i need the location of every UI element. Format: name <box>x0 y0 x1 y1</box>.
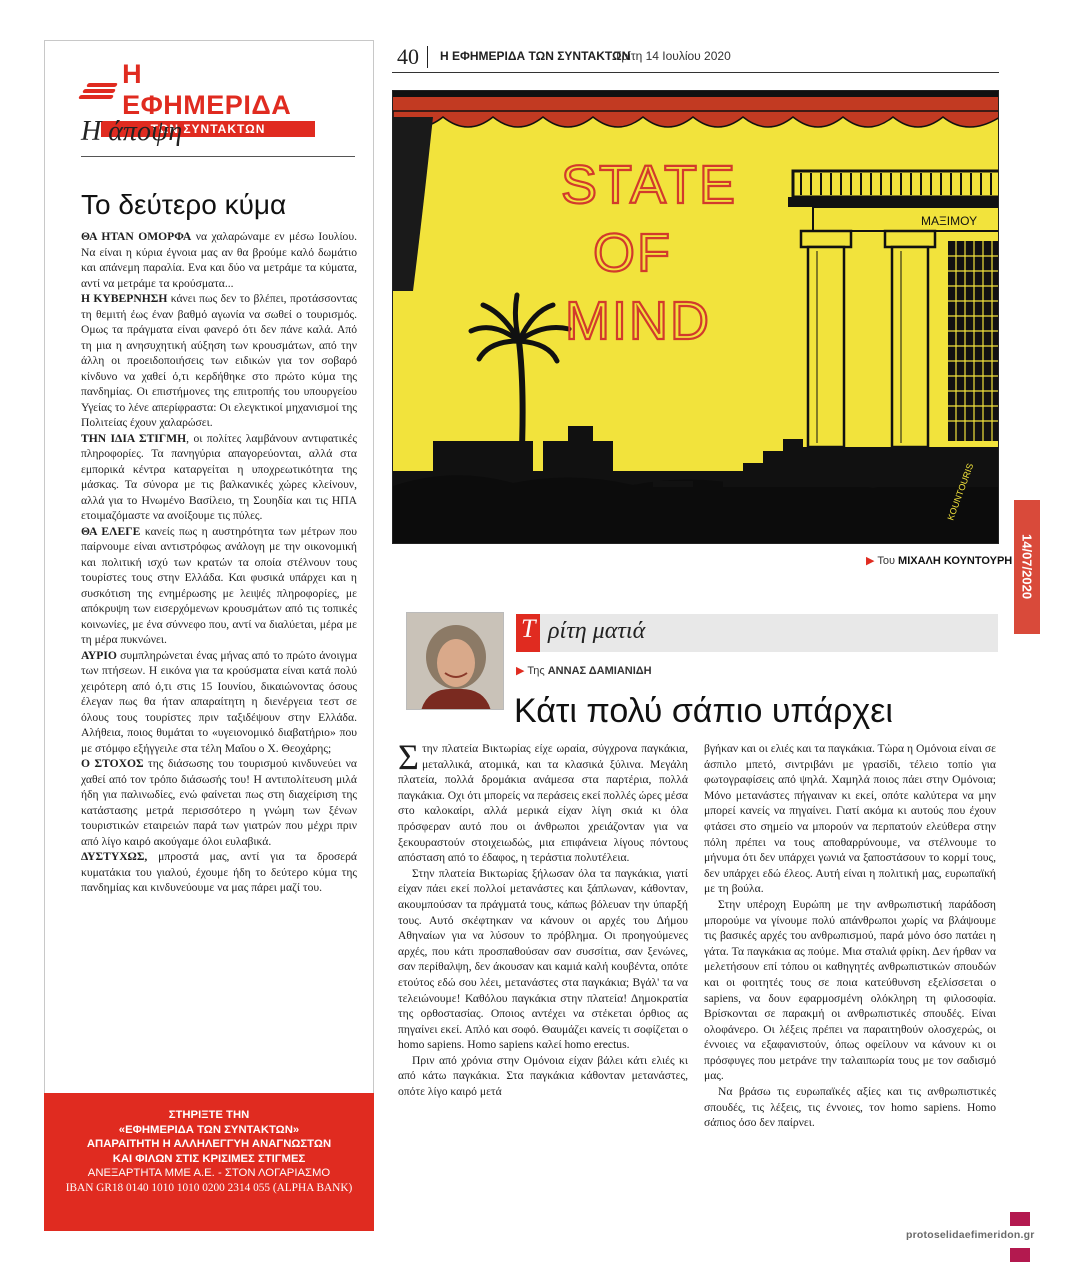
magenta-marker <box>1010 1212 1030 1226</box>
paragraph-lead: ΔΥΣΤΥΧΩΣ, <box>81 850 148 863</box>
author-photo <box>406 612 504 710</box>
triangle-bullet-icon: ▶ <box>866 555 875 567</box>
article-paragraph: Στην υπέροχη Ευρώπη με την ανθρωπιστική παράδοση μπορούμε να γίνουμε πολύ απάνθρωποι χωρίς να βλάψουμε τις βασικές αρχές του ανθρωπισμού, παρά μόνο όσο πατάει η γάτα. Τα παγκάκια ας πούμε. Μια σταλιά φρίκη. Δεν ήρθαν να μελετήσουν επί τόπου οι καθηγητές ανθρωπιστικών σπουδών και οι φοιτητές τους σε ποια κατεύθυνση εξελίσσεται ο sapiens, να δουν εφαρμοσμένη ολόκληρη τη φιλοσοφία. Βρίσκονται σε παρακμή οι ανθρωπιστικές σπουδές. Είναι ολοφάνερο. Οι λέξεις πρέπει να παραιτηθούν ολοσχερώς, οι έννοιες να εξαφανιστούν, όπως οφείλουν να κάνουν κι οι πρόσφυγες που μετράνε την ταλαιπωρία τους με τον σαδισμό μας. <box>704 897 996 1083</box>
left-paragraph <box>81 229 357 291</box>
header-paper-name: Η ΕΦΗΜΕΡΙΔΑ ΤΩΝ ΣΥΝΤΑΚΤΩΝ <box>440 49 631 63</box>
cartoon-caption-line: MIND <box>565 291 711 351</box>
paragraph-text: της διάσωσης του τουρισμού κινδυνεύει να χαθεί από τον τρόπο διάσωσής του! Η αντιπολίτευση μιλά ήδη για παλινωδίες, ενώ φαίνεται πως στη διαχείριση της κατάστασης μετρά περισσότερο η γνώμη των ξένων τουριστικών εταιρειών παρά των γιατρών που μέχρι πριν από λίγο καιρό ακούγαμε όλοι ευλαβικά. <box>81 757 357 848</box>
paragraph-text: να χαλαρώναμε εν μέσω Ιουλίου. Να είναι η κύρια έγνοια μας αν θα βρούμε καλό δωμάτιο και απάνεμη παραλία. Ενα και δύο να μετράμε τα κύματα, αντί να μετράμε τα κρούσματα... <box>81 230 357 290</box>
editorial-cartoon <box>392 90 999 544</box>
left-paragraph <box>81 524 357 648</box>
support-line: ΚΑΙ ΦΙΛΩΝ ΣΤΙΣ ΚΡΙΣΙΜΕΣ ΣΤΙΓΜΕΣ <box>112 1152 306 1165</box>
building-label: ΜΑΞΙΜΟΥ <box>921 214 978 228</box>
byline-name: ΑΝΝΑΣ ΔΑΜΙΑΝΙΔΗ <box>547 665 652 677</box>
paragraph-text: κάνει πως δεν το βλέπει, προτάσσοντας τη θεμιτή έως έναν βαθμό αγωνία να σωθεί ο τουρισμός. Ομως τα πράγματα είναι φανερό ότι δεν πάνε καλά. Από τη μια η ανησυχητική αύξηση των κρουσμάτων, από την άλλη οι προειδοποιήσεις των ειδικών για τον σοβαρό κίνδυνο να χαθεί ό,τι κερδήθηκε στο πρώτο κύμα της πανδημίας. Οι επιστήμονες της επιτροπής του υπουργείου Υγείας το λένε απερίφραστα: Οι ελεγκτικοί μηχανισμοί της Πολιτείας έχουν χαλαρώσει. <box>81 292 358 429</box>
header-date: Τρίτη 14 Ιουλίου 2020 <box>614 49 731 63</box>
left-paragraph <box>81 756 357 849</box>
header-rule <box>392 72 999 73</box>
column-initial-letter: Τ <box>521 614 536 643</box>
article-paragraph <box>398 737 688 866</box>
article-paragraph: βγήκαν και οι ελιές και τα παγκάκια. Τώρα η Ομόνοια είναι σε άσπιλο μπετό, σιντριβάνι με γρασίδι, τέλειο τοπίο για φωτογραφίσεις από ψηλά. Χαμηλά ποιος πάει στην Ομόνοια; Μόνο μετανάστες πήγαιναν κι εκεί, οπότε καλύτερα να μην μπορεί κανείς να πηγαίνει. Γιατί ακόμα κι αυτούς που έχουν φτάσει στο σημείο να μπορούν να περπατούν ελεύθερα στην πόλη πρέπει να τους αποθαρρύνουμε, να στέλνουμε το μήνυμα ότι δεν υπάρχει γωνιά να ξαποστάσουν το κορμί τους, δεν υπάρχει εδώ έλεος. Αυτή είναι η πολιτική μας, ευρωπαϊκή με τη βούλα. <box>704 742 996 896</box>
paragraph-lead: ΑΥΡΙΟ <box>81 648 117 662</box>
cartoon-illustration <box>393 91 999 544</box>
cartoon-caption-line: STATE <box>561 155 738 215</box>
byline-prefix: Της <box>527 665 545 677</box>
page-number: 40 <box>397 44 419 69</box>
paragraph-lead: ΤΗΝ ΙΔΙΑ ΣΤΙΓΜΗ <box>81 431 187 445</box>
logo-subtitle: ΤΩΝ ΣΥΝΤΑΚΤΩΝ <box>101 121 315 137</box>
support-line: ΣΤΗΡΙΞΤΕ ΤΗΝ <box>168 1109 250 1121</box>
left-article-body <box>81 229 357 896</box>
paragraph-lead: Η ΚΥΒΕΡΝΗΣΗ <box>81 292 168 305</box>
paragraph-text: Πριν από χρόνια στην Ομόνοια είχαν βάλει κάτι ελιές κι από κάτω παγκάκια. Στα παγκάκια κάθονταν μετανάστες, οπότε λίγο καιρό μετά <box>398 1053 688 1099</box>
cartoon-signature: KOUNTOURIS <box>945 462 976 522</box>
paragraph-lead: ΘΑ ΕΛΕΓΕ <box>81 524 141 538</box>
paragraph-lead: ΘΑ ΗΤΑΝ ΟΜΟΡΦΑ <box>81 230 192 243</box>
drop-cap: Σ <box>398 737 419 777</box>
support-line: ΑΠΑΡΑΙΤΗΤΗ Η ΑΛΛΗΛΕΓΓΥΗ ΑΝΑΓΝΩΣΤΩΝ <box>86 1138 332 1150</box>
site-watermark: protoselidaefimeridon.gr <box>906 1229 1035 1241</box>
left-paragraph <box>81 849 357 896</box>
paragraph-text: , οι πολίτες λαμβάνουν αντιφατικές πληροφορίες. Τα πανηγύρια απαγορεύονται, αλλά στα εμπορικά κέντρα καταργείται η υποχρεωτικότητα της μάσκας. Τα σύνορα με τις βαλκανικές χώρες κλείνουν, αλλά για το Ηνωμένο Βασίλειο, τη Σουηδία και τις ΗΠΑ ετοιμαζόμαστε να ανοίξουμε τις πύλες. <box>81 431 358 522</box>
cartoon-credit <box>866 554 1012 567</box>
article-paragraph <box>398 1053 688 1100</box>
kicker-divider <box>81 156 355 157</box>
logo-title: Η ΕΦΗΜΕΡΙΔΑ <box>122 59 292 120</box>
left-paragraph <box>81 648 357 757</box>
paragraph-text: μπροστά μας, αντί για τα δροσερά κυματάκια του γιαλού, έχουμε ήδη το δεύτερο κύμα της πανδημίας και κινδυνεύουμε να μας πάρει μαζί του. <box>81 850 357 894</box>
paragraph-text: την πλατεία Βικτωρίας είχε ωραία, σύγχρονα παγκάκια, μεταλλικά, ατομικά, και τα κλασικά ξύλινα. Μεγάλη πλατεία, πολλά δρομάκια ανάμεσα στα παρτέρια, πολλά παγκάκια. Οχι ότι μπορείς να περάσεις εκεί πολλές ώρες μέσα στο καλοκαίρι, αλλά μερικά είχαν λίγη σκιά κι όλα πρόσφεραν αυτό που οι άνθρωποι χρειάζονταν για να ξεκουραστούν στοιχειωδώς, μια επιφάνεια λίγους πόντους απόσταση από το έδαφος, η τεράστια πολυτέλεια. <box>398 742 688 865</box>
right-byline <box>516 664 652 677</box>
article-paragraph: Να βράσω τις ευρωπαϊκές αξίες και τις ανθρωπιστικές σπουδές, τις λέξεις, τις έννοιες, τον homo sapiens. Homo σάπιος όσο δεν παίρνει. <box>704 1085 996 1130</box>
paragraph-text: συμπληρώνεται ένας μήνας από το πρώτο άνοιγμα των πτήσεων. Η εικόνα για τα κρούσματα είναι κατά πολύ χειρότερη από ό,τι στις 15 Ιουνίου, δικαιώνοντας όσους έλεγαν πως θα ήταν απαραίτητη η διενέργεια τεστ σε όλους τους τουρίστες πριν ταξιδέψουν στην Ελλάδα. Αλήθεια, ποιος θυμάται το «υγειονομικό διαβατήριο» που με στόμφο εξήγγειλε στα τέλη Μαΐου ο Χ. Θεοχάρης; <box>81 648 357 755</box>
magenta-marker <box>1010 1248 1030 1262</box>
column-name: ρίτη ματιά <box>548 618 646 644</box>
right-article-column-2 <box>704 741 996 1131</box>
section-kicker: Η άποψη <box>81 116 183 147</box>
credit-name: ΜΙΧΑΛΗ ΚΟΥΝΤΟΥΡΗ <box>898 555 1013 567</box>
left-paragraph <box>81 291 357 431</box>
triangle-bullet-icon: ▶ <box>516 665 525 677</box>
credit-prefix: Του <box>877 555 895 567</box>
right-article-column-1 <box>398 737 688 1100</box>
support-account-line: ΑΝΕΞΑΡΤΗΤΑ ΜΜΕ Α.Ε. - ΣΤΟΝ ΛΟΓΑΡΙΑΣΜΟ <box>87 1167 331 1179</box>
support-iban: IBAN GR18 0140 1010 1010 0200 2314 055 (ALPHA BANK) <box>65 1181 353 1194</box>
right-headline: Κάτι πολύ σάπιο υπάρχει <box>514 692 893 730</box>
left-column-frame <box>44 40 374 1180</box>
paragraph-lead: Ο ΣΤΟΧΟΣ <box>81 757 144 770</box>
support-line: «ΕΦΗΜΕΡΙΔΑ ΤΩΝ ΣΥΝΤΑΚΤΩΝ» <box>118 1123 300 1136</box>
cartoon-caption-line: OF <box>593 223 672 283</box>
paragraph-text: κανείς πως η αυστηρότητα των μέτρων που παίρνουμε είναι αντιστρόφως ανάλογη με την οικονομική και πολιτική ισχύ των κρατών τα οποία στέλνουν τους τουρίστες τους στην Ελλάδα. Και φυσικά υπάρχει και η συσκότιση της ενημέρωσης με λειψές πληροφορίες, με απόκρυψη των εισερχόμενων κρουσμάτων από τις τοπικές κοινωνίες, με ένα σύννεφο που, αντί να διαλύεται, μέρα με τη μέρα πυκνώνει. <box>81 524 357 646</box>
left-paragraph <box>81 431 357 524</box>
header-divider <box>427 46 428 68</box>
paragraph-text: Στην πλατεία Βικτωρίας ξήλωσαν όλα τα παγκάκια, γιατί είχαν πάει εκεί πολλοί μετανάστες και ξάπλωναν, κάθονταν, ακουμπούσαν τα πράγματά τους, κάπως βόλευαν την ύπαρξή τους. Αυτό σκέφτηκαν να κάνουν οι αρχές του Δήμου Αθηναίων για να λύσουν το πρόβλημα. Οι προηγούμενες αρχές, που κάτι προσπαθούσαν σαν συσσίτια, σαν ξενώνες, σαν περίθαλψη, δεν άκουσαν και καμιά καλή κουβέντα, οπότε ετούτος εδώ σου λέει, μετανάστες στα παγκάκια; Βγάλ' τα να τελειώνουμε! Καθόλου παγκάκια στην πλατεία! Δημοκρατία της ορθοστασίας. Οποιος αντέχει να στέκεται όρθιος ας πηγαίνει εκεί. Απλό και σοφό. Θαυμάζει κανείς τι σοφίζεται ο homo sapiens. Homo sapiens καλεί homo erectus. <box>398 866 688 1052</box>
left-headline: Το δεύτερο κύμα <box>81 189 287 220</box>
support-appeal-box <box>44 1093 374 1231</box>
side-date-text: 14/07/2020 <box>1019 534 1035 600</box>
logo-speed-lines-icon <box>79 81 118 99</box>
article-paragraph <box>398 866 688 1053</box>
